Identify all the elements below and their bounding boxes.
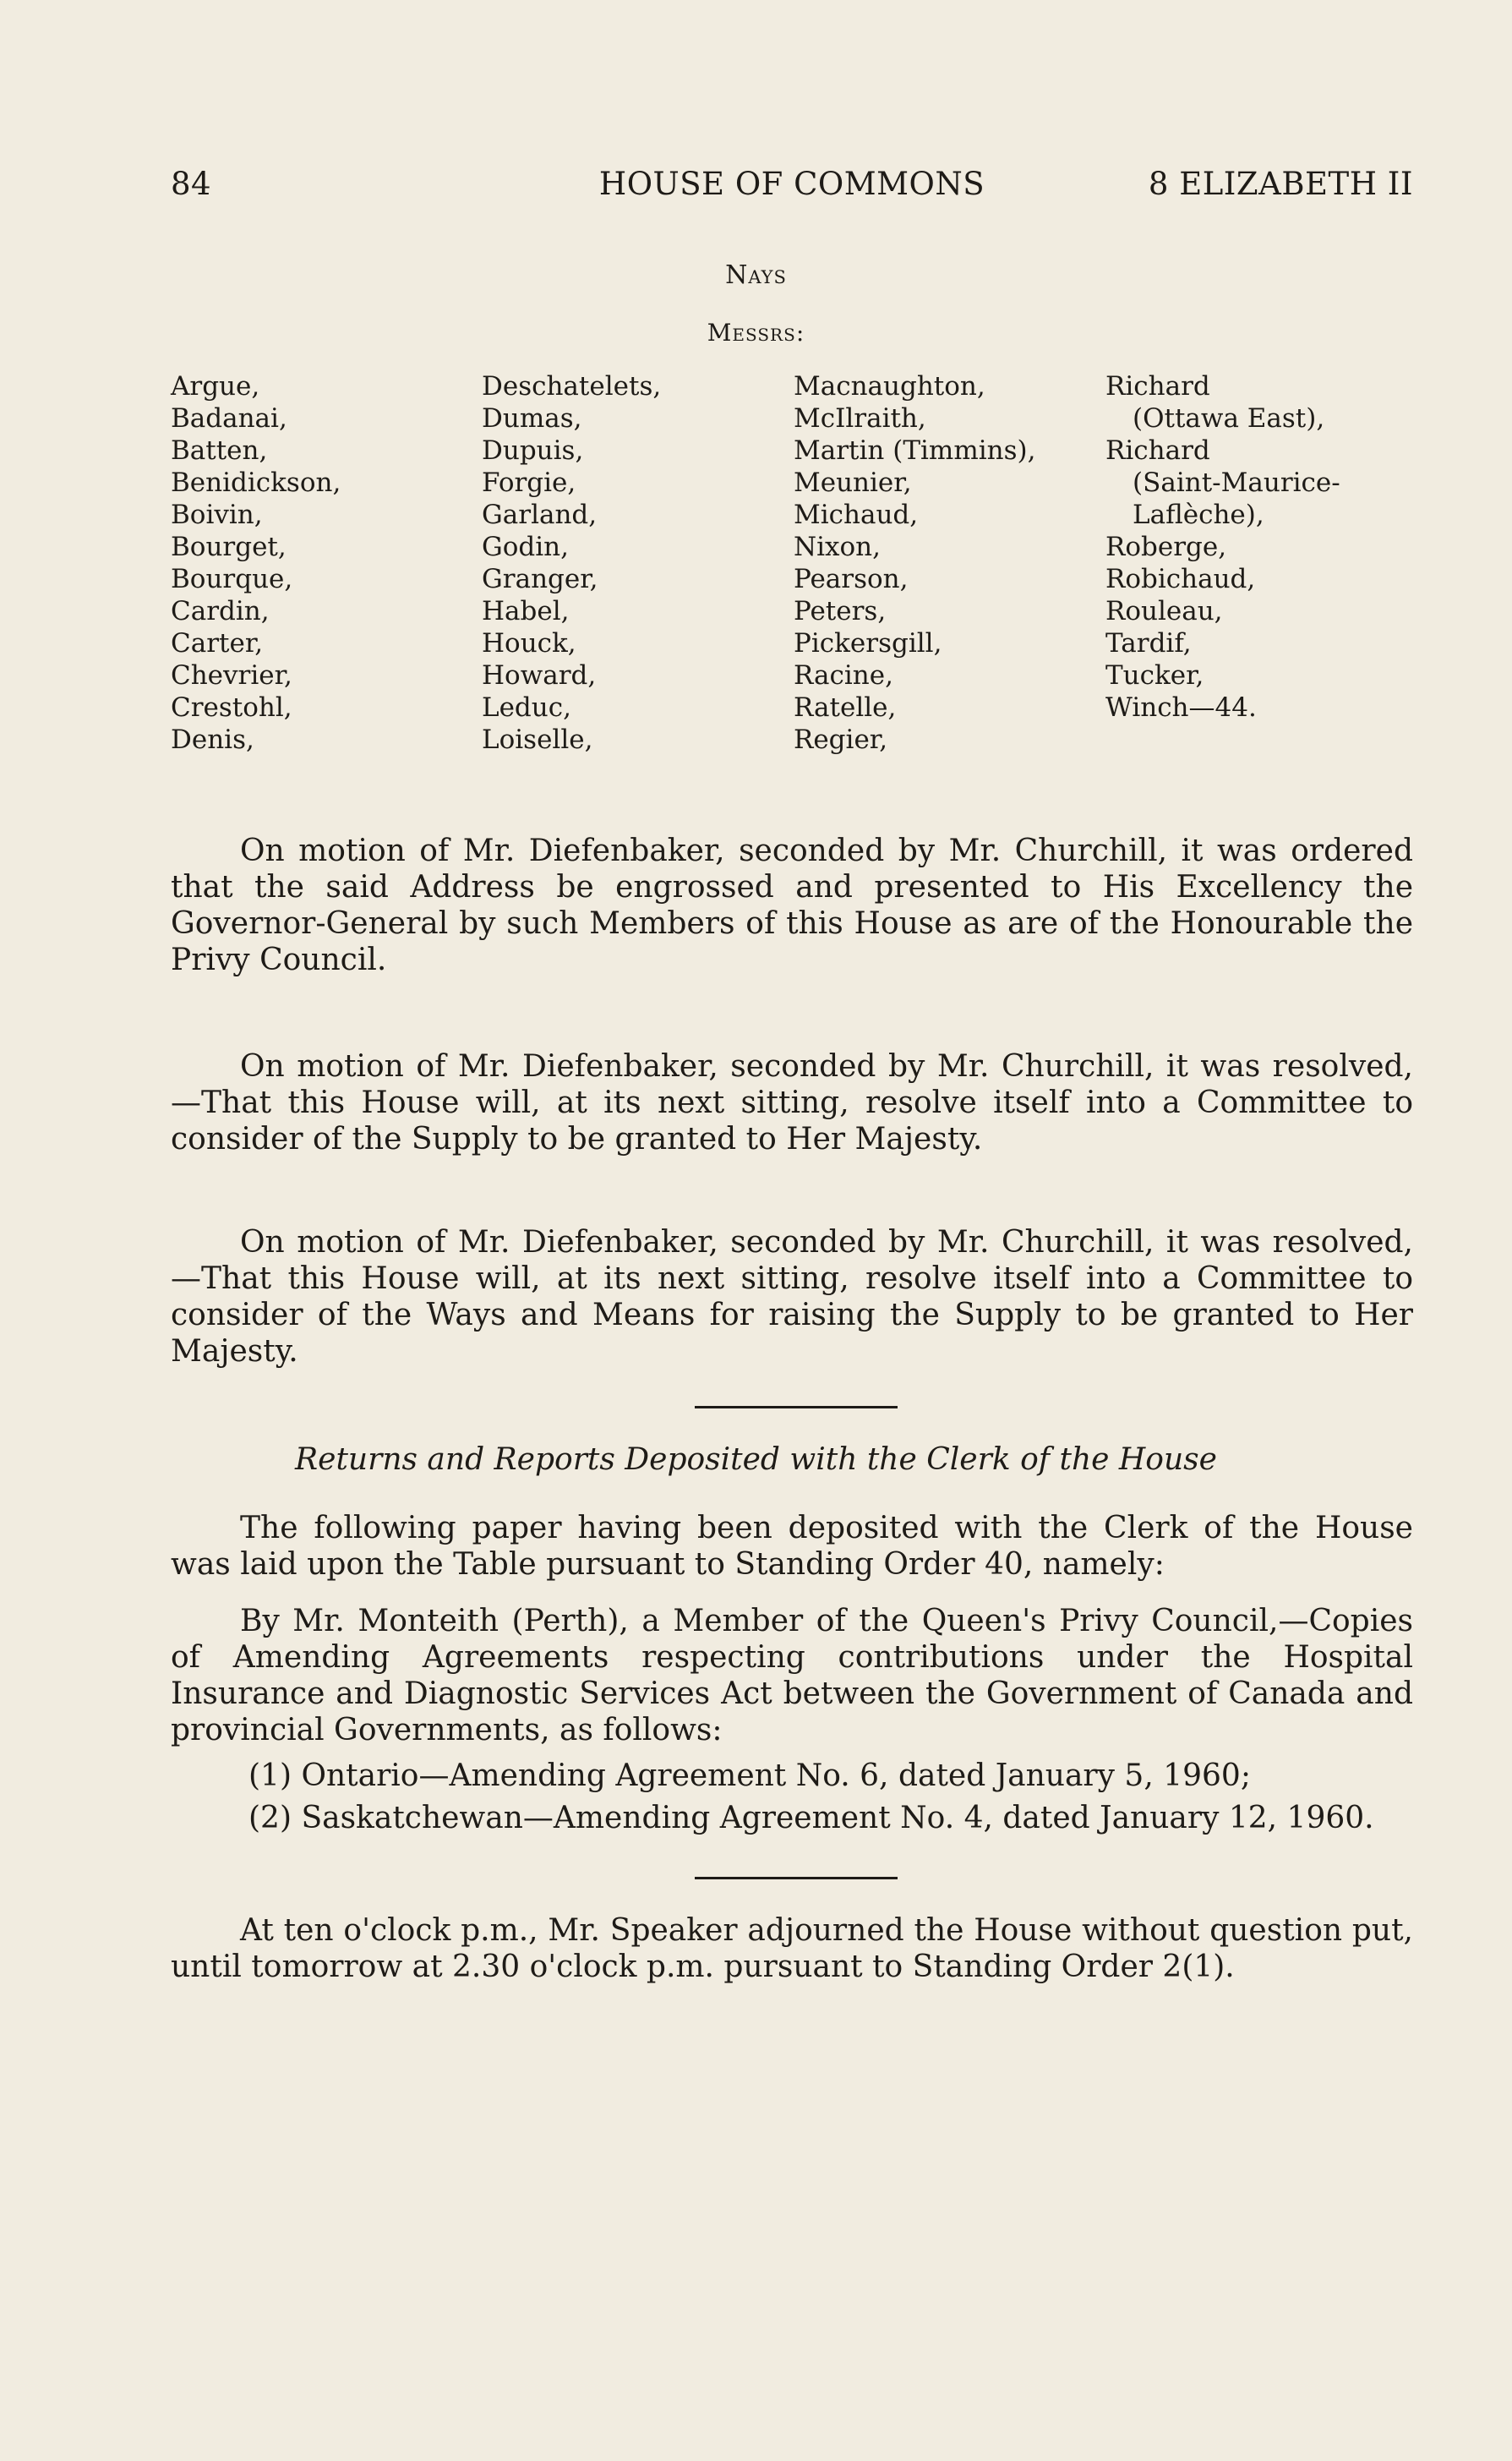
member-name: Granger,: [482, 564, 598, 594]
member-name: Bourque,: [171, 564, 293, 594]
member-name: Badanai,: [171, 403, 287, 434]
member-name: Pearson,: [794, 564, 909, 594]
page-title: HOUSE OF COMMONS: [598, 166, 985, 202]
adjournment-text: At ten o'clock p.m., Mr. Speaker adjourned the House without question put, until tomorrow at 2.30 o'clock p.m. pursuant to Standing Order 2(1).: [171, 1913, 1413, 1984]
member-name: Habel,: [482, 596, 570, 626]
member-name: Rouleau,: [1105, 596, 1223, 626]
member-name: Leduc,: [482, 692, 571, 723]
member-name: McIlraith,: [794, 403, 926, 434]
name-column-2: [482, 370, 661, 756]
ways-means-motion-text: On motion of Mr. Diefenbaker, seconded by Mr. Churchill, it was resolved,—That this House will, at its next sitting, resolve itself into a Committee to consider of the Ways and Means for raising the Supply to be granted to Her Majesty.: [171, 1225, 1413, 1369]
member-name: Batten,: [171, 435, 268, 466]
member-name: Dupuis,: [482, 435, 584, 466]
page-header: [171, 166, 1413, 208]
address-motion-paragraph: [171, 833, 1413, 978]
member-name: Meunier,: [794, 468, 912, 498]
member-name: Garland,: [482, 500, 598, 530]
member-riding: (Saint-Maurice-: [1133, 468, 1340, 498]
member-riding: Laflèche),: [1133, 500, 1264, 530]
member-name: Godin,: [482, 532, 570, 562]
member-name: Richard: [1105, 435, 1210, 466]
regnal-year: 8 ELIZABETH II: [1148, 166, 1413, 202]
member-name: Argue,: [171, 371, 260, 402]
list-item: (2) Saskatchewan—Amending Agreement No. 4, dated January 12, 1960.: [248, 1801, 1374, 1835]
member-name: Benidickson,: [171, 468, 341, 498]
member-name: Dumas,: [482, 403, 582, 434]
member-name: Howard,: [482, 660, 597, 691]
member-name: Nixon,: [794, 532, 882, 562]
section-divider: [695, 1877, 898, 1879]
member-name: Loiselle,: [482, 725, 593, 755]
member-name: Macnaughton,: [794, 371, 985, 402]
ways-means-motion-paragraph: [171, 1224, 1413, 1370]
member-name: Chevrier,: [171, 660, 292, 691]
member-name: Winch—44.: [1105, 692, 1257, 723]
section-divider: [695, 1406, 898, 1408]
member-name: Denis,: [171, 725, 254, 755]
returns-intro-text: The following paper having been deposited with the Clerk of the House was laid upon the Table pursuant to Standing Order 40, namely:: [171, 1511, 1413, 1582]
member-name: Pickersgill,: [794, 628, 942, 659]
member-name: Ratelle,: [794, 692, 897, 723]
returns-section-title: Returns and Reports Deposited with the Clerk of the House: [295, 1442, 1217, 1477]
member-name: Tucker,: [1105, 660, 1204, 691]
agreements-list: [171, 1755, 1413, 1840]
member-name: Carter,: [171, 628, 264, 659]
member-name: Martin (Timmins),: [794, 435, 1036, 466]
name-column-1: [171, 370, 341, 756]
adjournment-paragraph: [171, 1912, 1413, 1985]
page-number: 84: [171, 166, 212, 202]
member-name: Racine,: [794, 660, 893, 691]
member-name: Robichaud,: [1105, 564, 1256, 594]
messrs-heading: Messrs:: [707, 319, 805, 347]
name-column-3: [794, 370, 1035, 756]
address-motion-text: On motion of Mr. Diefenbaker, seconded by Mr. Churchill, it was ordered that the said Address be engrossed and presented to His Excellency the Governor-General by such Members of this House as are of the Honourable the Privy Council.: [171, 834, 1413, 977]
member-name: Forgie,: [482, 468, 576, 498]
member-name: Regier,: [794, 725, 888, 755]
member-name: Crestohl,: [171, 692, 292, 723]
member-name: Deschatelets,: [482, 371, 662, 402]
member-name: Tardif,: [1105, 628, 1192, 659]
member-name: Boivin,: [171, 500, 263, 530]
list-item: (1) Ontario—Amending Agreement No. 6, dated January 5, 1960;: [248, 1758, 1251, 1793]
name-column-4: [1105, 370, 1340, 724]
member-name: Roberge,: [1105, 532, 1227, 562]
monteith-paragraph: [171, 1603, 1413, 1748]
returns-intro-paragraph: [171, 1510, 1413, 1583]
member-name: Bourget,: [171, 532, 287, 562]
supply-motion-paragraph: [171, 1048, 1413, 1157]
member-riding: (Ottawa East),: [1133, 403, 1325, 434]
monteith-text: By Mr. Monteith (Perth), a Member of the Queen's Privy Council,—Copies of Amending Agreements respecting contributions under the Hospital Insurance and Diagnostic Services Act between the Government of Canada and provincial Governments, as follows:: [171, 1604, 1413, 1747]
member-name: Michaud,: [794, 500, 919, 530]
member-name: Richard: [1105, 371, 1210, 402]
member-name: Cardin,: [171, 596, 270, 626]
member-name: Peters,: [794, 596, 887, 626]
nays-heading: Nays: [725, 260, 787, 290]
member-name: Houck,: [482, 628, 576, 659]
supply-motion-text: On motion of Mr. Diefenbaker, seconded by Mr. Churchill, it was resolved,—That this House will, at its next sitting, resolve itself into a Committee to consider of the Supply to be granted to Her Majesty.: [171, 1049, 1413, 1157]
